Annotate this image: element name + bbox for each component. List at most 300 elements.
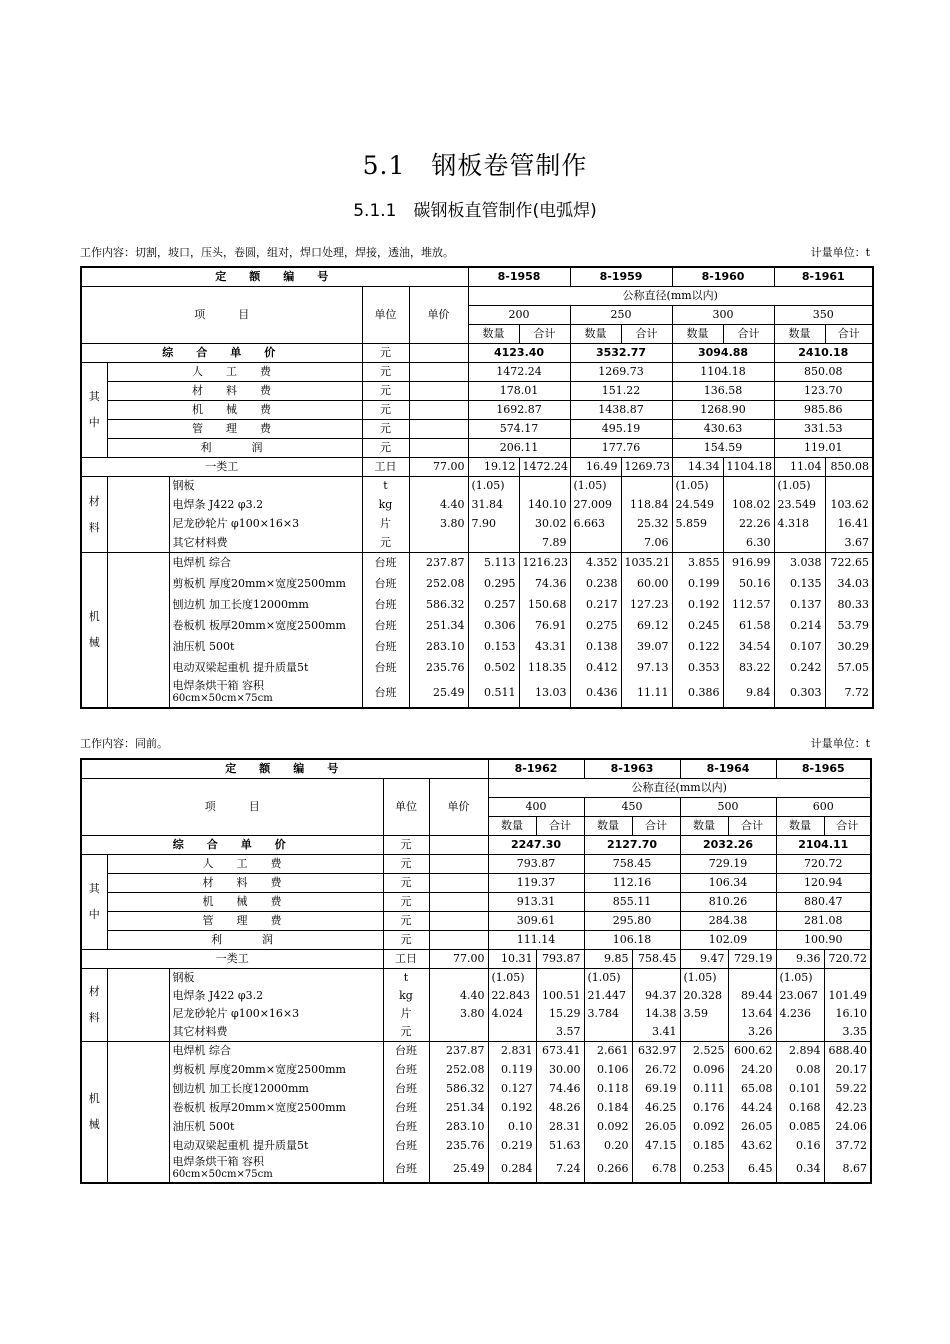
material-value [728,969,776,988]
machine-value: 5.113 [468,553,519,574]
machine-name-text: 电焊条烘干箱 容积 [172,1155,264,1168]
machine-name [169,1080,383,1099]
table-row [81,893,871,912]
table-row [81,439,873,458]
table-row [81,477,873,496]
blank-cell [107,969,169,1042]
table-row [81,836,871,855]
material-value [680,1023,728,1042]
machine-value: 632.97 [632,1042,680,1061]
machine-value: 53.79 [825,616,873,637]
material-value: 3.35 [824,1023,871,1042]
diameter-value: 500 [680,798,776,817]
material-value: 108.02 [723,496,774,515]
cost-item-price [409,382,468,401]
cost-item-unit: 元 [383,874,429,893]
diameter-value: 350 [774,306,873,325]
machine-value: 0.238 [570,574,621,595]
machine-value: 11.11 [621,679,672,708]
machine-value: 0.34 [776,1156,824,1183]
material-value: 30.02 [519,515,570,534]
machine-value: 1216.23 [519,553,570,574]
machine-value: 0.192 [488,1099,536,1118]
machine-price: 235.76 [409,658,468,679]
material-price: 3.80 [409,515,468,534]
labor-value: 850.08 [825,458,873,477]
machine-value: 118.35 [519,658,570,679]
cost-item-value: 177.76 [570,439,672,458]
machine-value: 0.214 [774,616,825,637]
cost-item-value: 123.70 [774,382,873,401]
machine-value: 0.092 [584,1118,632,1137]
cost-item-name: 机 械 费 [107,401,362,420]
cost-item-value: 295.80 [584,912,680,931]
table-row [81,1061,871,1080]
material-value: (1.05) [774,477,825,496]
machine-value: 30.29 [825,637,873,658]
machine-value: 61.58 [723,616,774,637]
machine-value: 0.284 [488,1156,536,1183]
material-value: 3.59 [680,1005,728,1023]
table-row [81,779,871,798]
total-unit: 元 [362,344,409,363]
machine-price: 237.87 [409,553,468,574]
cost-item-price [429,855,488,874]
machine-price: 237.87 [429,1042,488,1061]
labor-value: 1104.18 [723,458,774,477]
machine-value: 50.16 [723,574,774,595]
table-row [81,1099,871,1118]
machine-value: 916.99 [723,553,774,574]
cost-item-value: 206.11 [468,439,570,458]
machine-value: 42.23 [824,1099,871,1118]
cost-item-unit: 元 [362,382,409,401]
machine-price: 252.08 [429,1061,488,1080]
machine-value: 0.295 [468,574,519,595]
cost-item-name: 利 润 [107,931,383,950]
labor-value: 11.04 [774,458,825,477]
machine-unit: 台班 [383,1080,429,1099]
machine-unit: 台班 [383,1061,429,1080]
machine-value: 43.62 [728,1137,776,1156]
material-value: (1.05) [672,477,723,496]
labor-value: 16.49 [570,458,621,477]
machine-value: 34.03 [825,574,873,595]
machine-name [169,658,362,679]
machine-value: 0.122 [672,637,723,658]
cost-item-unit: 元 [362,439,409,458]
diameter-value: 600 [776,798,871,817]
machine-value: 46.25 [632,1099,680,1118]
material-value: (1.05) [468,477,519,496]
machine-value: 0.176 [680,1099,728,1118]
machine-value: 0.107 [774,637,825,658]
table-row [81,658,873,679]
table-row [81,496,873,515]
machine-value: 34.54 [723,637,774,658]
machine-name [169,595,362,616]
table-row [81,1156,871,1183]
machine-value: 7.72 [825,679,873,708]
header-code-label: 定 额 编 号 [81,267,468,287]
machine-value: 0.106 [584,1061,632,1080]
total-price-blank [429,836,488,855]
quota-code: 8-1965 [776,759,871,779]
machine-value: 28.31 [536,1118,584,1137]
labor-value: 720.72 [824,950,871,969]
material-value: 31.84 [468,496,519,515]
machine-value: 26.05 [632,1118,680,1137]
machine-value: 0.185 [680,1137,728,1156]
cost-item-price [409,420,468,439]
header-sum: 合计 [632,817,680,836]
cost-item-value: 119.37 [488,874,584,893]
material-value: 15.29 [536,1005,584,1023]
header-qty: 数量 [680,817,728,836]
cost-item-value: 106.18 [584,931,680,950]
machine-value: 0.092 [680,1118,728,1137]
material-value [488,1023,536,1042]
machine-value: 0.386 [672,679,723,708]
machine-name-text: 剪板机 厚度20mm×宽度2500mm [172,577,346,590]
cost-item-price [429,931,488,950]
material-price: 4.40 [429,987,488,1005]
machine-unit: 台班 [383,1118,429,1137]
material-value: 140.10 [519,496,570,515]
machine-value: 69.12 [621,616,672,637]
machine-unit: 台班 [383,1099,429,1118]
table-row [81,574,873,595]
machine-name-text: 剪板机 厚度20mm×宽度2500mm [172,1063,346,1076]
header-item: 项 目 [81,779,383,836]
material-value [723,477,774,496]
labor-price: 77.00 [429,950,488,969]
labor-value: 1269.73 [621,458,672,477]
machine-name [169,1137,383,1156]
cost-item-value: 309.61 [488,912,584,931]
table-row [81,515,873,534]
labor-name: 一类工 [81,950,383,969]
labor-price: 77.00 [409,458,468,477]
header-price: 单价 [409,287,468,344]
cost-item-value: 284.38 [680,912,776,931]
cost-item-value: 720.72 [776,855,871,874]
labor-value: 9.47 [680,950,728,969]
machine-name-text: 卷板机 板厚20mm×宽度2500mm [172,1101,346,1114]
material-name: 尼龙砂轮片 φ100×16×3 [169,515,362,534]
quota-code: 8-1963 [584,759,680,779]
material-value: 27.009 [570,496,621,515]
cost-item-price [409,439,468,458]
total-value: 2104.11 [776,836,871,855]
group-label-jixie: 机械 [81,553,107,708]
cost-item-unit: 元 [383,912,429,931]
group-label-cailiao: 材料 [81,477,107,553]
cost-item-value: 810.26 [680,893,776,912]
header-sum: 合计 [723,325,774,344]
cost-item-name: 材 料 费 [107,874,383,893]
cost-item-value: 1692.87 [468,401,570,420]
diameter-value: 250 [570,306,672,325]
total-value: 3094.88 [672,344,774,363]
machine-value: 127.23 [621,595,672,616]
total-value: 2247.30 [488,836,584,855]
material-value: 25.32 [621,515,672,534]
header-qty: 数量 [776,817,824,836]
material-value: 16.10 [824,1005,871,1023]
machine-price: 251.34 [429,1099,488,1118]
machine-value: 97.13 [621,658,672,679]
cost-item-value: 1438.87 [570,401,672,420]
table-row [81,1080,871,1099]
machine-value: 65.08 [728,1080,776,1099]
machine-value: 0.20 [584,1137,632,1156]
material-value: 3.67 [825,534,873,553]
material-value: 103.62 [825,496,873,515]
table-row [81,553,873,574]
machine-unit: 台班 [383,1042,429,1061]
machine-value: 600.62 [728,1042,776,1061]
machine-value: 0.096 [680,1061,728,1080]
cost-item-unit: 元 [362,401,409,420]
material-value [519,477,570,496]
machine-value: 9.84 [723,679,774,708]
diameter-value: 200 [468,306,570,325]
header-qty: 数量 [672,325,723,344]
material-value: 118.84 [621,496,672,515]
material-name: 电焊条 J422 φ3.2 [169,496,362,515]
header-sum: 合计 [536,817,584,836]
group-label-qizhong: 其中 [81,855,107,950]
blank-cell [107,477,169,553]
table-row [81,759,871,779]
material-unit: kg [383,987,429,1005]
quota-table [80,266,874,709]
machine-value: 150.68 [519,595,570,616]
material-value: (1.05) [680,969,728,988]
material-price [409,477,468,496]
quota-code: 8-1962 [488,759,584,779]
material-value [824,969,871,988]
machine-value: 0.511 [468,679,519,708]
group-label-qizhong: 其中 [81,363,107,458]
header-sum: 合计 [825,325,873,344]
machine-price: 283.10 [429,1118,488,1137]
material-price [409,534,468,553]
material-value: 89.44 [728,987,776,1005]
machine-value: 0.242 [774,658,825,679]
machine-name-text: 油压机 500t [172,640,235,653]
machine-price: 586.32 [409,595,468,616]
machine-value: 4.352 [570,553,621,574]
machine-value: 74.46 [536,1080,584,1099]
material-value: 21.447 [584,987,632,1005]
material-unit: kg [362,496,409,515]
machine-value: 0.118 [584,1080,632,1099]
cost-item-value: 119.01 [774,439,873,458]
table-row [81,616,873,637]
material-unit: 元 [383,1023,429,1042]
material-price [429,969,488,988]
machine-name [169,1156,383,1183]
quota-code: 8-1960 [672,267,774,287]
machine-price: 586.32 [429,1080,488,1099]
machine-value: 0.119 [488,1061,536,1080]
cost-item-name: 管 理 费 [107,420,362,439]
machine-name [169,574,362,595]
table-row [81,363,873,382]
machine-value: 0.266 [584,1156,632,1183]
machine-unit: 台班 [383,1156,429,1183]
material-unit: 片 [383,1005,429,1023]
machine-value: 0.085 [776,1118,824,1137]
cost-item-name: 材 料 费 [107,382,362,401]
machine-value: 0.199 [672,574,723,595]
labor-value: 9.36 [776,950,824,969]
material-value [536,969,584,988]
machine-value: 48.26 [536,1099,584,1118]
material-value [825,477,873,496]
machine-name [169,553,362,574]
machine-value: 0.245 [672,616,723,637]
cost-item-name: 管 理 费 [107,912,383,931]
cost-item-value: 100.90 [776,931,871,950]
cost-item-value: 880.47 [776,893,871,912]
cost-item-value: 112.16 [584,874,680,893]
machine-value: 0.10 [488,1118,536,1137]
table-row [81,595,873,616]
cost-item-value: 913.31 [488,893,584,912]
machine-value: 0.303 [774,679,825,708]
machine-unit: 台班 [362,679,409,708]
table-row [81,1023,871,1042]
machine-value: 80.33 [825,595,873,616]
machine-value: 76.91 [519,616,570,637]
machine-unit: 台班 [362,616,409,637]
header-sum: 合计 [728,817,776,836]
material-unit: 元 [362,534,409,553]
machine-name [169,1042,383,1061]
machine-name [169,616,362,637]
material-name: 钢板 [169,969,383,988]
machine-value: 6.45 [728,1156,776,1183]
machine-price: 25.49 [429,1156,488,1183]
machine-value: 20.17 [824,1061,871,1080]
material-value: 3.26 [728,1023,776,1042]
total-value: 2127.70 [584,836,680,855]
machine-value: 51.63 [536,1137,584,1156]
material-value: 94.37 [632,987,680,1005]
material-unit: t [383,969,429,988]
total-value: 2032.26 [680,836,776,855]
machine-price: 252.08 [409,574,468,595]
header-unit: 单位 [383,779,429,836]
material-value: 3.41 [632,1023,680,1042]
quota-code: 8-1961 [774,267,873,287]
machine-value: 26.72 [632,1061,680,1080]
labor-value: 729.19 [728,950,776,969]
machine-value: 2.894 [776,1042,824,1061]
material-unit: t [362,477,409,496]
table-row [81,344,873,363]
table-row [81,382,873,401]
material-unit: 片 [362,515,409,534]
header-qty: 数量 [468,325,519,344]
machine-value: 112.57 [723,595,774,616]
machine-value: 24.20 [728,1061,776,1080]
material-value: 7.06 [621,534,672,553]
group-label-jixie: 机械 [81,1042,107,1183]
cost-item-value: 136.58 [672,382,774,401]
material-value: 4.024 [488,1005,536,1023]
material-value: 22.26 [723,515,774,534]
machine-value: 47.15 [632,1137,680,1156]
table-row [81,458,873,477]
header-qty: 数量 [774,325,825,344]
labor-name: 一类工 [81,458,362,477]
material-name: 其它材料费 [169,534,362,553]
material-value: 7.89 [519,534,570,553]
table-row [81,1042,871,1061]
cost-item-value: 850.08 [774,363,873,382]
quota-table [80,758,872,1184]
material-value [570,534,621,553]
machine-value: 44.24 [728,1099,776,1118]
machine-value: 24.06 [824,1118,871,1137]
machine-name-text: 卷板机 板厚20mm×宽度2500mm [172,619,346,632]
machine-name-text: 电焊条烘干箱 容积 [172,679,264,692]
header-sum: 合计 [519,325,570,344]
machine-value: 0.16 [776,1137,824,1156]
cost-item-name: 机 械 费 [107,893,383,912]
cost-item-unit: 元 [362,420,409,439]
page-subtitle: 5.1.1 碳钢板直管制作(电弧焊) [353,201,597,221]
machine-value: 0.219 [488,1137,536,1156]
material-value: 6.663 [570,515,621,534]
cost-item-value: 281.08 [776,912,871,931]
machine-value: 1035.21 [621,553,672,574]
labor-unit: 工日 [362,458,409,477]
machine-value: 688.40 [824,1042,871,1061]
cost-item-value: 758.45 [584,855,680,874]
header-item: 项 目 [81,287,362,344]
table-row [81,1137,871,1156]
total-unit: 元 [383,836,429,855]
machine-unit: 台班 [362,637,409,658]
machine-value: 6.78 [632,1156,680,1183]
material-value: 24.549 [672,496,723,515]
table-row [81,420,873,439]
machine-name-spec: 60cm×50cm×75cm [172,1169,273,1180]
quota-code: 8-1964 [680,759,776,779]
quota-code: 8-1959 [570,267,672,287]
material-name: 尼龙砂轮片 φ100×16×3 [169,1005,383,1023]
material-value [584,1023,632,1042]
machine-name-text: 刨边机 加工长度12000mm [172,598,309,611]
work-content: 工作内容：切割，坡口，压头，卷圆，组对，焊口处理，焊接，透油，堆放。 [80,246,454,259]
page-title: 5.1 钢板卷管制作 [362,151,588,180]
labor-value: 19.12 [468,458,519,477]
machine-value: 83.22 [723,658,774,679]
cost-item-value: 120.94 [776,874,871,893]
measure-unit: 计量单位：t [810,737,870,750]
machine-value: 722.65 [825,553,873,574]
machine-name [169,679,362,708]
cost-item-value: 855.11 [584,893,680,912]
material-name: 其它材料费 [169,1023,383,1042]
machine-value: 0.192 [672,595,723,616]
machine-name [169,1099,383,1118]
